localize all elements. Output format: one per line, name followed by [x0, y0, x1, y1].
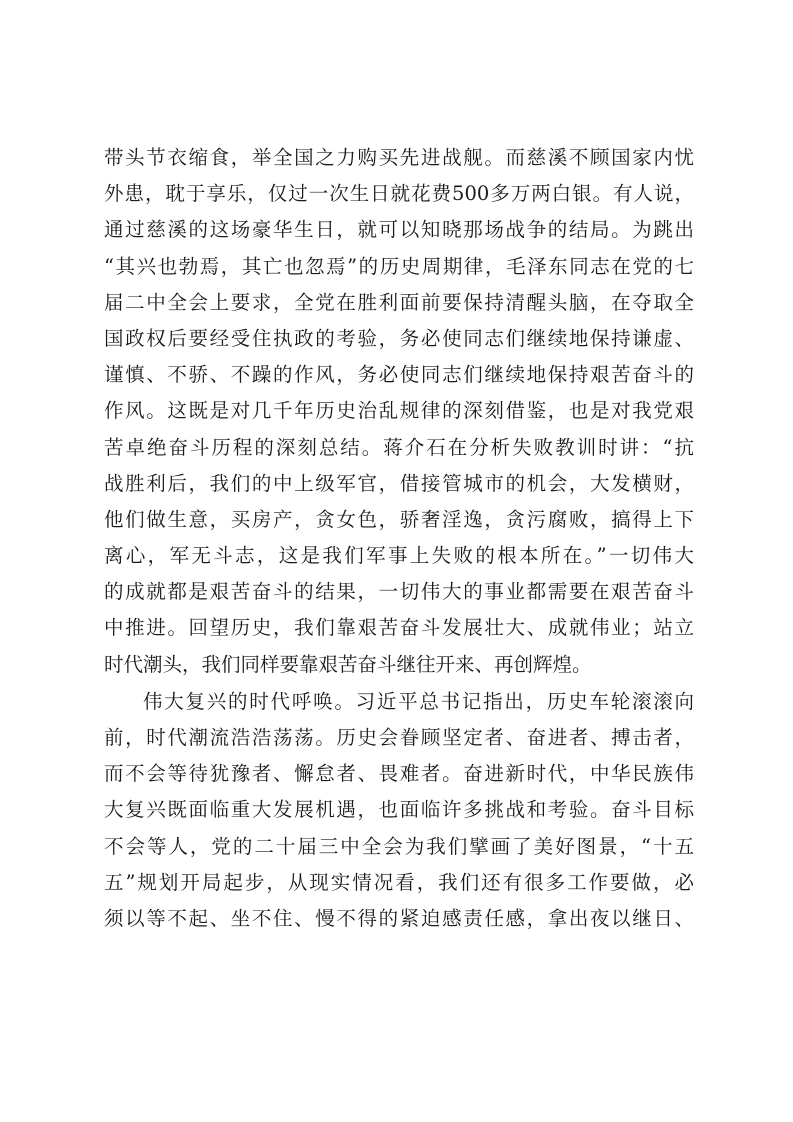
text-line: 国政权后要经受住执政的考验，务必使同志们继续地保持谦虚、 — [104, 326, 694, 350]
text-line: 带头节衣缩食，举全国之力购买先进战舰。而慈溪不顾国家内忧 — [104, 146, 694, 169]
text-line: 外患，耽于享乐，仅过一次生日就花费500多万两白银。有人说， — [104, 182, 694, 206]
text-line: 的成就都是艰苦奋斗的结果，一切伟大的事业都需要在艰苦奋斗 — [104, 580, 694, 604]
text-line: 前，时代潮流浩浩荡荡。历史会眷顾坚定者、奋进者、搏击者， — [104, 726, 694, 749]
text-line: 中推进。回望历史，我们靠艰苦奋斗发展壮大、成就伟业；站立 — [104, 616, 694, 640]
text-line: 须以等不起、坐不住、慢不得的紧迫感责任感，拿出夜以继日、 — [104, 906, 694, 930]
paragraph-2 — [104, 684, 694, 937]
text-line: 时代潮头，我们同样要靠艰苦奋斗继往开来、再创辉煌。 — [104, 652, 592, 676]
text-line: 苦卓绝奋斗历程的深刻总结。蒋介石在分析失败教训时讲：“抗 — [104, 435, 694, 459]
text-line: 而不会等待犹豫者、懈怠者、畏难者。奋进新时代，中华民族伟 — [104, 762, 694, 786]
text-line: 伟大复兴的时代呼唤。习近平总书记指出，历史车轮滚滚向 — [143, 689, 694, 713]
text-line: 战胜利后，我们的中上级军官，借接管城市的机会，大发横财， — [104, 471, 694, 495]
text-line: 五”规划开局起步，从现实情况看，我们还有很多工作要做，必 — [104, 870, 694, 894]
text-line: 离心，军无斗志，这是我们军事上失败的根本所在。”一切伟大 — [104, 544, 694, 568]
paragraph-1 — [104, 140, 694, 683]
text-line: 通过慈溪的这场豪华生日，就可以知晓那场战争的结局。为跳出 — [104, 218, 694, 242]
text-line: 届二中全会上要求，全党在胜利面前要保持清醒头脑，在夺取全 — [104, 290, 694, 314]
text-line: 他们做生意，买房产，贪女色，骄奢淫逸，贪污腐败，搞得上下 — [104, 507, 694, 531]
text-line: 大复兴既面临重大发展机遇，也面临许多挑战和考验。奋斗目标 — [104, 798, 694, 822]
text-line: “其兴也勃焉，其亡也忽焉”的历史周期律，毛泽东同志在党的七 — [104, 254, 694, 278]
text-line: 谨慎、不骄、不躁的作风，务必使同志们继续地保持艰苦奋斗的 — [104, 363, 694, 387]
text-line: 作风。这既是对几千年历史治乱规律的深刻借鉴，也是对我党艰 — [104, 399, 694, 423]
text-line: 不会等人，党的二十届三中全会为我们擘画了美好图景，“十五 — [104, 834, 694, 858]
body-text — [104, 140, 694, 937]
